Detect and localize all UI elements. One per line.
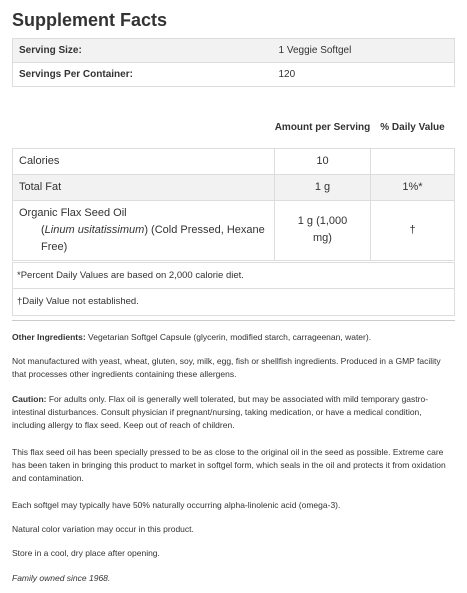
- dv-not-established-footnote: †Daily Value not established.: [17, 296, 139, 307]
- nutrient-name: Organic Flax Seed Oil: [19, 206, 127, 219]
- family-owned-text: Family owned since 1968.: [12, 573, 111, 583]
- allergen-paragraph: Not manufactured with yeast, wheat, gluten, soy, milk, egg, fish or shellfish ingredients. Produced in a GMP facility that processes other ingredients containing these allergens.: [12, 356, 441, 379]
- other-ingredients-paragraph: [12, 331, 455, 344]
- nutrient-table: [12, 108, 455, 261]
- percent-dv-footnote: *Percent Daily Values are based on 2,000 calorie diet.: [13, 263, 454, 289]
- nutrient-row: [13, 174, 455, 200]
- omega-paragraph: Each softgel may typically have 50% naturally occurring alpha-linolenic acid (omega-3).: [12, 500, 341, 510]
- serving-info-table: [12, 38, 455, 87]
- supplement-facts-title: Supplement Facts: [12, 10, 168, 30]
- other-ingredients-text: Vegetarian Softgel Capsule (glycerin, modified starch, carrageenan, water).: [85, 332, 372, 342]
- servings-per-container-row: [13, 63, 455, 87]
- nutrient-amount: 10: [275, 148, 371, 174]
- caution-label: Caution:: [12, 394, 47, 404]
- caution-text: For adults only. Flax oil is generally well tolerated, but may be associated with mild temporary gastro-intestinal disturbances. Consult physician if pregnant/nursing, taking medication, or have a medical condition, including allergy to flax seed. Keep out of reach of children.: [12, 394, 429, 430]
- processing-paragraph: This flax seed oil has been specially pressed to be as close to the original oil in the seed as possible. Extreme care has been taken in bringing this product to market in softgel form, which seals in the oil and protects it from oxidation and contamination.: [12, 447, 446, 483]
- nutrient-header-row: [13, 108, 455, 148]
- nutrient-dv: [371, 148, 455, 174]
- nutrient-row: [13, 200, 455, 260]
- nutrient-name: Calories: [13, 148, 275, 174]
- footnotes-box: [12, 262, 455, 316]
- servings-per-container-value: 120: [278, 69, 296, 80]
- family-owned-paragraph: [12, 572, 455, 585]
- color-variation-paragraph: Natural color variation may occur in this product.: [12, 524, 194, 534]
- nutrient-header-blank: [13, 108, 275, 148]
- nutrient-name: Total Fat: [13, 174, 275, 200]
- nutrient-amount: 1 g (1,000 mg): [275, 200, 371, 260]
- daily-value-header: % Daily Value: [371, 108, 455, 148]
- nutrient-name-cell: [13, 200, 275, 260]
- nutrient-subname: [19, 222, 274, 256]
- amount-per-serving-header: Amount per Serving: [275, 108, 371, 148]
- nutrient-amount: 1 g: [275, 174, 371, 200]
- serving-size-value: 1 Veggie Softgel: [275, 39, 455, 63]
- nutrient-dv: 1%*: [371, 174, 455, 200]
- section-divider: [12, 320, 455, 321]
- other-ingredients-label: Other Ingredients:: [12, 332, 86, 342]
- caution-paragraph: [12, 393, 455, 432]
- nutrient-subname-open: (: [41, 223, 45, 236]
- nutrient-row: [13, 148, 455, 174]
- serving-size-row: [13, 39, 455, 63]
- nutrient-subname-rest: ) (Cold Pressed, Hexane Free): [41, 223, 265, 253]
- nutrient-dv: †: [371, 200, 455, 260]
- serving-size-label: Serving Size:: [13, 39, 275, 63]
- storage-paragraph: Store in a cool, dry place after opening.: [12, 548, 160, 558]
- servings-per-container-label: Servings Per Container:: [19, 69, 133, 80]
- nutrient-latin-name: Linum usitatissimum: [44, 223, 145, 236]
